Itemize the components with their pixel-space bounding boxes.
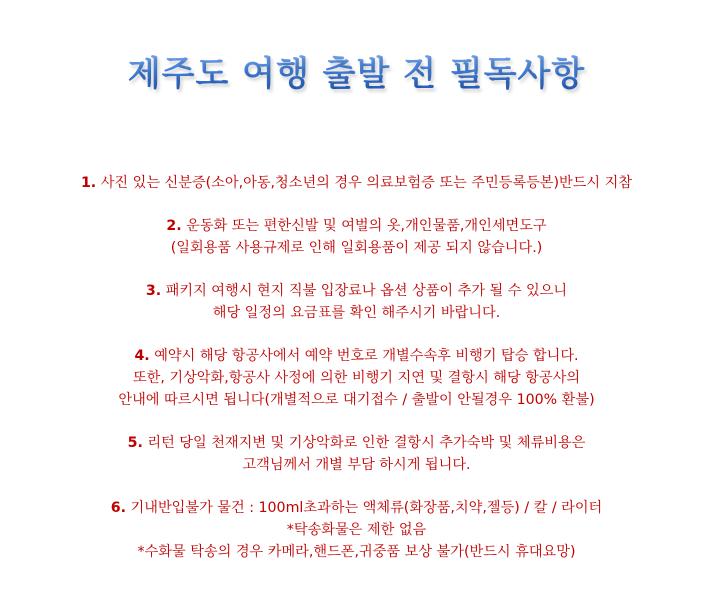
notice-number: 4. xyxy=(134,348,150,364)
notice-number: 1. xyxy=(80,175,97,191)
notice-line xyxy=(0,345,713,367)
notice-line: *수화물 탁송의 경우 카메라,핸드폰,귀중품 보상 불가(반드시 휴대요망) xyxy=(137,544,576,560)
notice-line xyxy=(0,172,713,194)
notice-line: 또한, 기상악화,항공사 사정에 의한 비행기 지연 및 결항시 해당 항공사의 xyxy=(132,370,581,386)
notice-item-5 xyxy=(0,432,713,476)
notice-line: (일회용품 사용규제로 인해 일회용품이 제공 되지 않습니다.) xyxy=(170,240,543,256)
notice-line xyxy=(0,432,713,454)
notice-line: 안내에 따르시면 됩니다(개별적으로 대기접수 / 출발이 안될경우 100% 환불) xyxy=(118,392,595,408)
notice-number: 6. xyxy=(110,500,127,516)
notice-text: 리턴 당일 천재지변 및 기상악화로 인한 결항시 추가숙박 및 체류비용은 xyxy=(147,435,586,451)
notice-number: 2. xyxy=(166,218,182,234)
notice-item-6 xyxy=(0,497,713,563)
notice-line: *탁송화물은 제한 없음 xyxy=(286,522,427,538)
page-title: 제주도 여행 출발 전 필독사항 xyxy=(0,46,713,95)
notice-item-2 xyxy=(0,215,713,259)
notice-item-3 xyxy=(0,280,713,324)
notice-item-1 xyxy=(0,172,713,194)
notice-text: 운동화 또는 편한신발 및 여벌의 옷,개인물품,개인세면도구 xyxy=(186,218,547,234)
notice-list xyxy=(0,172,713,584)
notice-text: 기내반입불가 물건 : 100ml초과하는 액체류(화장품,치약,젤등) / 칼 / 라이터 xyxy=(130,500,603,516)
notice-text: 사진 있는 신분증(소아,아동,청소년의 경우 의료보험증 또는 주민등록등본)반드시 지참 xyxy=(100,175,633,191)
notice-number: 5. xyxy=(127,435,143,451)
notice-item-4 xyxy=(0,345,713,411)
notice-number: 3. xyxy=(145,283,162,299)
notice-text: 예약시 해당 항공사에서 예약 번호로 개별수속후 비행기 탑승 합니다. xyxy=(154,348,579,364)
notice-line xyxy=(0,215,713,237)
notice-line: 해당 일정의 요금표를 확인 해주시기 바랍니다. xyxy=(212,305,501,321)
notice-line: 고객님께서 개별 부담 하시게 됩니다. xyxy=(242,457,471,473)
notice-text: 패키지 여행시 현지 직불 입장료나 옵션 상품이 추가 될 수 있으니 xyxy=(165,283,568,299)
notice-line xyxy=(0,497,713,519)
notice-line xyxy=(0,280,713,302)
